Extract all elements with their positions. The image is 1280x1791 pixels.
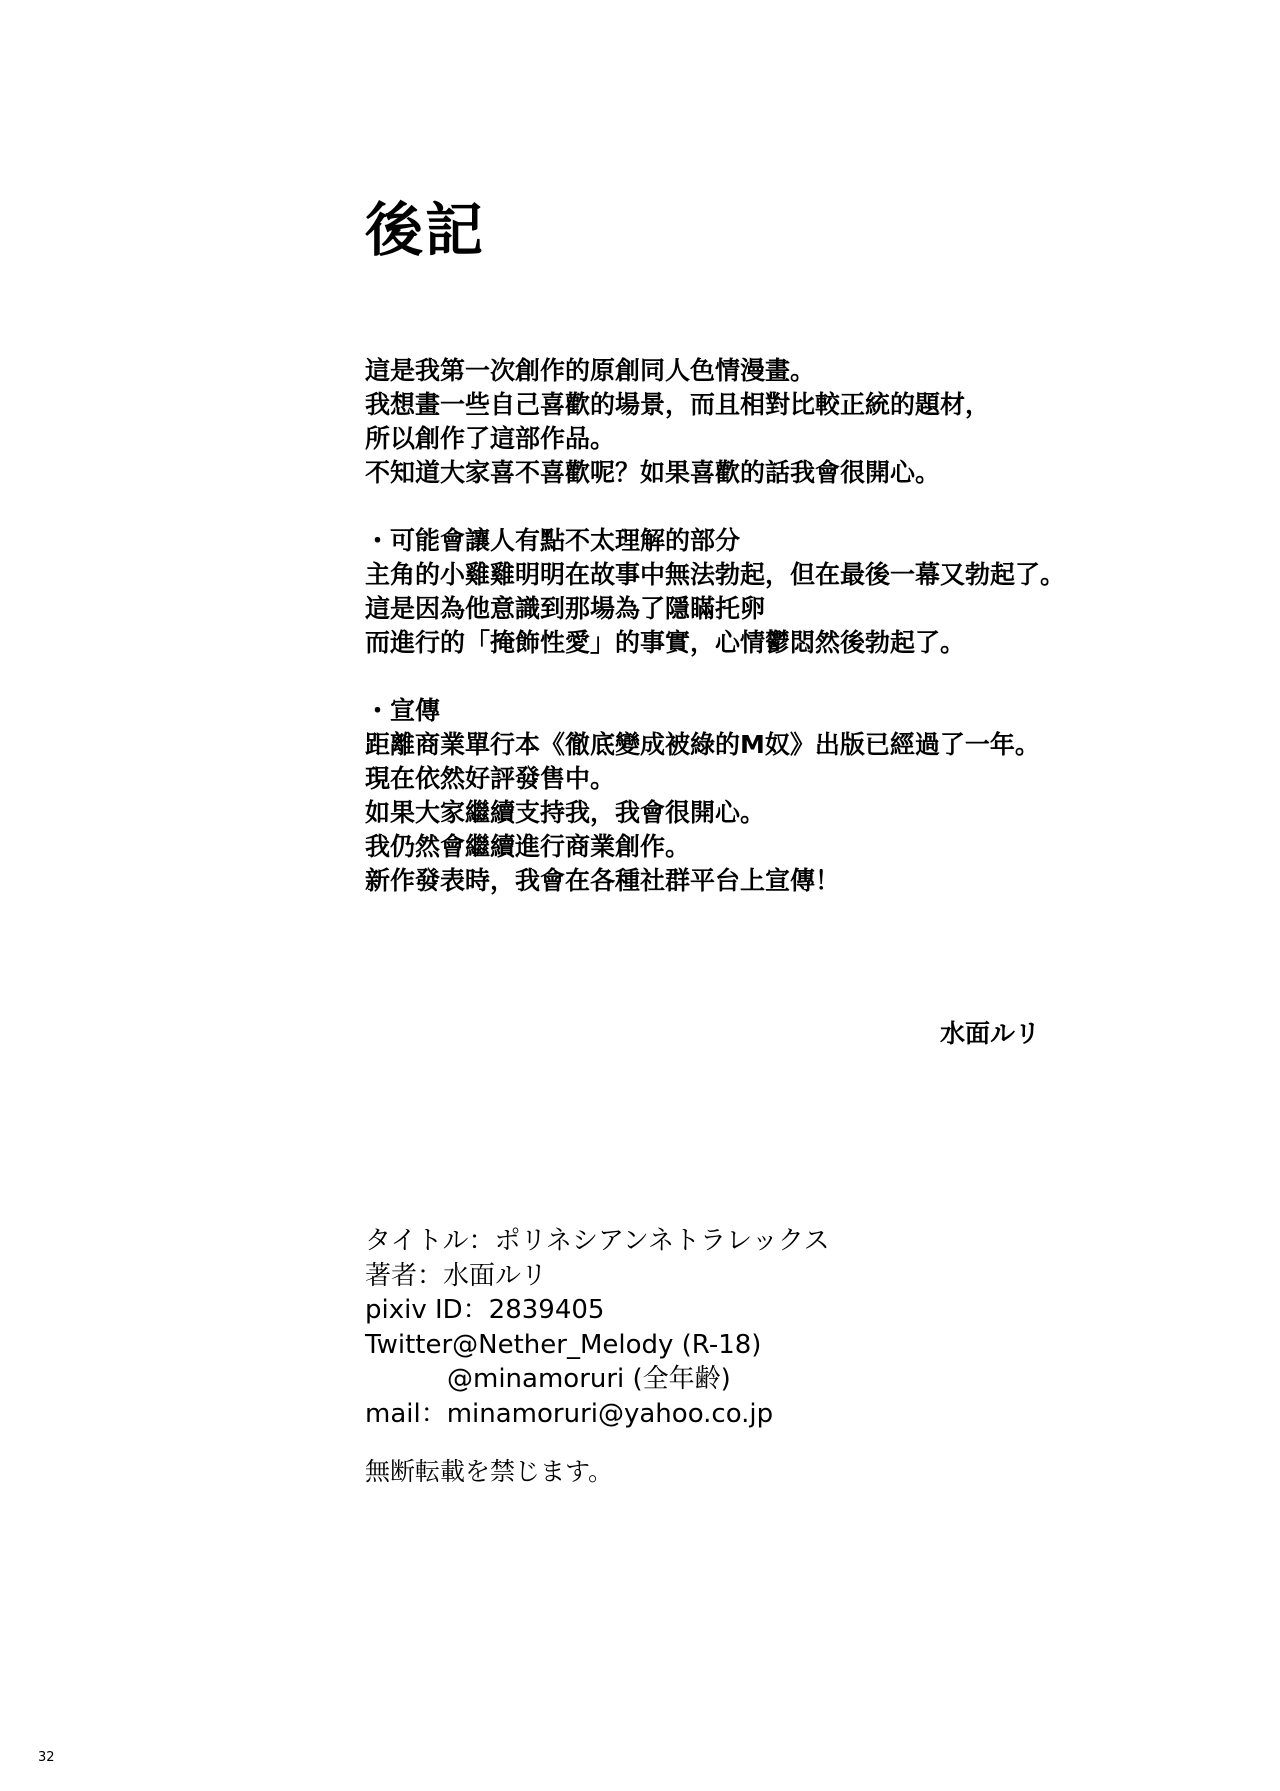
section-line: 主角的小雞雞明明在故事中無法勃起，但在最後一幕又勃起了。 <box>365 560 1066 589</box>
intro-line: 我想畫一些自己喜歡的場景，而且相對比較正統的題材， <box>365 390 991 419</box>
section-line: 如果大家繼續支持我，我會很開心。 <box>365 798 766 827</box>
afterword-section-promotion <box>365 694 1040 898</box>
section-line: 現在依然好評發售中。 <box>365 764 616 793</box>
afterword-intro <box>365 354 990 490</box>
afterword-section-explanation <box>365 524 1065 660</box>
intro-line: 所以創作了這部作品。 <box>365 424 616 453</box>
credit-author: 著者：水面ルリ <box>365 1260 548 1291</box>
credit-twitter: Twitter@Nether_Melody (R-18) <box>365 1329 762 1360</box>
section-line: 這是因為他意識到那場為了隱瞞托卵 <box>365 594 766 623</box>
credit-pixiv: pixiv ID：2839405 <box>365 1295 605 1325</box>
section-line: 我仍然會繼續進行商業創作。 <box>365 832 691 861</box>
author-signature: 水面ルリ <box>940 1019 1041 1048</box>
section-heading: ・宣傳 <box>365 696 441 725</box>
section-line: 距離商業單行本《徹底變成被綠的M奴》出版已經過了一年。 <box>365 730 1040 759</box>
intro-line: 不知道大家喜不喜歡呢？如果喜歡的話我會很開心。 <box>365 458 941 487</box>
credit-mail: mail：minamoruri@yahoo.co.jp <box>365 1398 774 1429</box>
page-number: 32 <box>38 1750 55 1765</box>
reprint-notice: 無断転載を禁じます。 <box>365 1457 614 1486</box>
section-line: 而進行的「掩飾性愛」的事實，心情鬱悶然後勃起了。 <box>365 628 966 657</box>
intro-line: 這是我第一次創作的原創同人色情漫畫。 <box>365 356 816 385</box>
section-heading: ・可能會讓人有點不太理解的部分 <box>365 526 741 555</box>
credit-title: タイトル：ポリネシアンネトラレックス <box>365 1226 830 1256</box>
section-line: 新作發表時，我會在各種社群平台上宣傳！ <box>365 866 841 895</box>
credits-block <box>365 1224 830 1431</box>
afterword-title: 後記 <box>365 196 486 264</box>
credit-twitter-secondary: @minamoruri (全年齢) <box>447 1364 731 1394</box>
